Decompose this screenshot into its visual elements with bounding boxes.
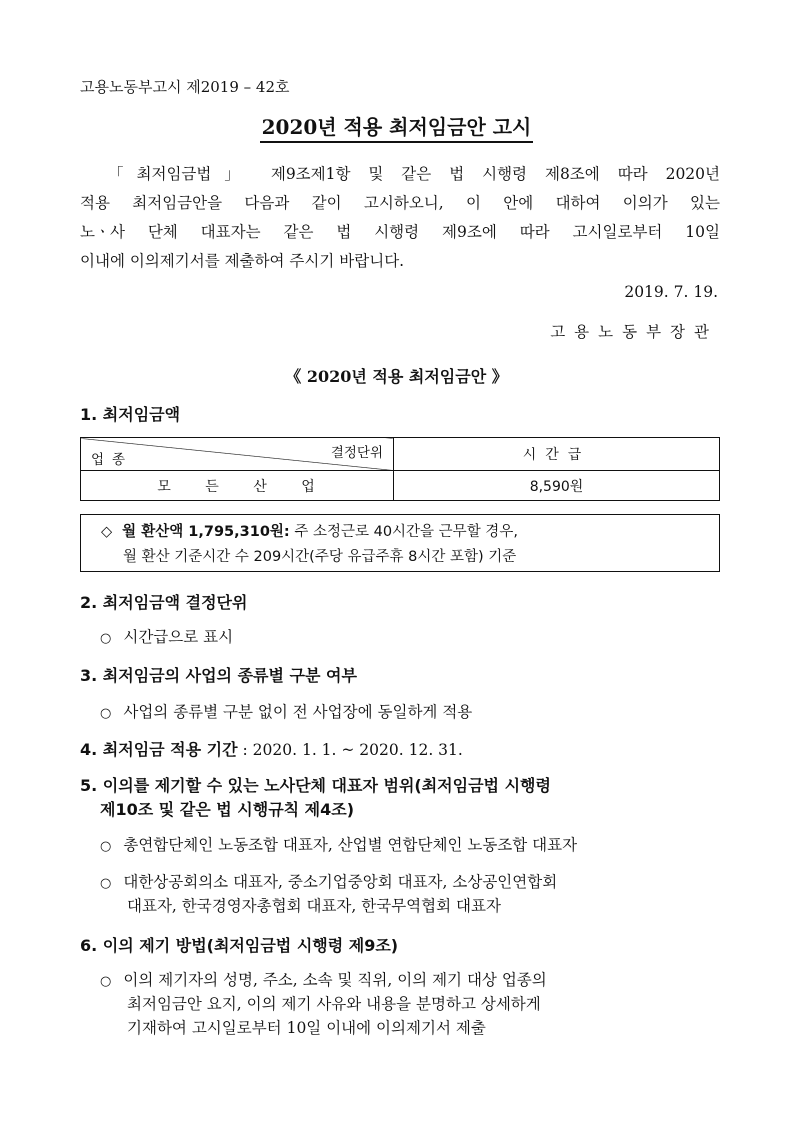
section-heading: 6. 이의 제기 방법(최저임금법 시행령 제9조)	[80, 936, 399, 955]
list-item	[100, 833, 577, 855]
circle-bullet-icon: ○	[100, 876, 112, 891]
list-item	[100, 625, 233, 647]
notice-date: 2019. 7. 19.	[624, 283, 718, 301]
circle-bullet-icon: ○	[100, 839, 112, 854]
diamond-icon: ◇	[101, 524, 113, 540]
page-title	[0, 111, 793, 140]
list-item-text: 사업의 종류별 구분 없이 전 사업장에 동일하게 적용	[123, 703, 473, 721]
page-title-text: 2020년 적용 최저임금안 고시	[260, 115, 534, 143]
list-item-text: 이의 제기자의 성명, 주소, 소속 및 직위, 이의 제기 대상 업종의	[123, 971, 547, 989]
industry-label: 업종	[91, 452, 134, 468]
proposal-subtitle: 《 2020년 적용 최저임금안 》	[285, 367, 508, 386]
application-period	[80, 737, 463, 760]
list-item-text: 총연합단체인 노동조합 대표자, 산업별 연합단체인 노동조합 대표자	[123, 836, 578, 854]
section-heading: 2. 최저임금액 결정단위	[80, 593, 248, 612]
list-item-continued: 기재하여 고시일로부터 10일 이내에 이의제기서 제출	[127, 1019, 486, 1037]
list-item	[100, 968, 547, 990]
list-item-text: 시간급으로 표시	[123, 628, 234, 646]
monthly-conversion-box	[80, 514, 720, 572]
monthly-condition: 주 소정근로 40시간을 근무할 경우,	[289, 524, 518, 540]
list-item	[100, 870, 557, 892]
intro-paragraph	[80, 160, 720, 276]
table-row	[81, 438, 720, 471]
intro-line: 노ㆍ사 단체 대표자는 같은 법 시행령 제9조에 따라 고시일로부터 10일	[80, 223, 720, 241]
section-heading-continued: 제10조 및 같은 법 시행규칙 제4조)	[100, 800, 355, 819]
all-industries-cell: 모 든 산 업	[81, 471, 394, 501]
list-item-text: 대한상공회의소 대표자, 중소기업중앙회 대표자, 소상공인연합회	[123, 873, 558, 891]
minister-signature: 고용노동부장관	[550, 323, 718, 341]
circle-bullet-icon: ○	[100, 631, 112, 646]
intro-line: 「최저임금법」 제9조제1항 및 같은 법 시행령 제8조에 따라 2020년	[108, 165, 720, 183]
intro-line: 적용 최저임금안을 다음과 같이 고시하오니, 이 안에 대하여 이의가 있는	[80, 194, 720, 212]
monthly-amount: 월 환산액 1,795,310원:	[122, 524, 290, 540]
hourly-wage-cell: 8,590원	[394, 471, 720, 501]
decision-unit-label: 결정단위	[330, 445, 383, 461]
application-period-value: : 2020. 1. 1. ~ 2020. 12. 31.	[237, 741, 463, 759]
circle-bullet-icon: ○	[100, 974, 112, 989]
list-item-continued: 최저임금안 요지, 이의 제기 사유와 내용을 분명하고 상세하게	[127, 995, 541, 1013]
table-row	[81, 471, 720, 501]
section-heading: 5. 이의를 제기할 수 있는 노사단체 대표자 범위(최저임금법 시행령	[80, 776, 551, 795]
minimum-wage-table	[80, 437, 720, 501]
hourly-header: 시간급	[394, 438, 720, 471]
circle-bullet-icon: ○	[100, 706, 112, 721]
table-corner-cell	[81, 438, 394, 471]
list-item-continued: 대표자, 한국경영자총협회 대표자, 한국무역협회 대표자	[127, 897, 501, 915]
monthly-conversion-line	[101, 520, 518, 541]
section-heading: 1. 최저임금액	[80, 405, 181, 424]
section-heading: 3. 최저임금의 사업의 종류별 구분 여부	[80, 666, 357, 685]
intro-line: 이내에 이의제기서를 제출하여 주시기 바랍니다.	[80, 252, 405, 270]
list-item	[100, 700, 472, 722]
section-heading: 4. 최저임금 적용 기간	[80, 740, 238, 759]
monthly-basis-line: 월 환산 기준시간 수 209시간(주당 유급주휴 8시간 포함) 기준	[123, 549, 517, 565]
notice-number: 고용노동부고시 제2019 – 42호	[80, 78, 290, 96]
